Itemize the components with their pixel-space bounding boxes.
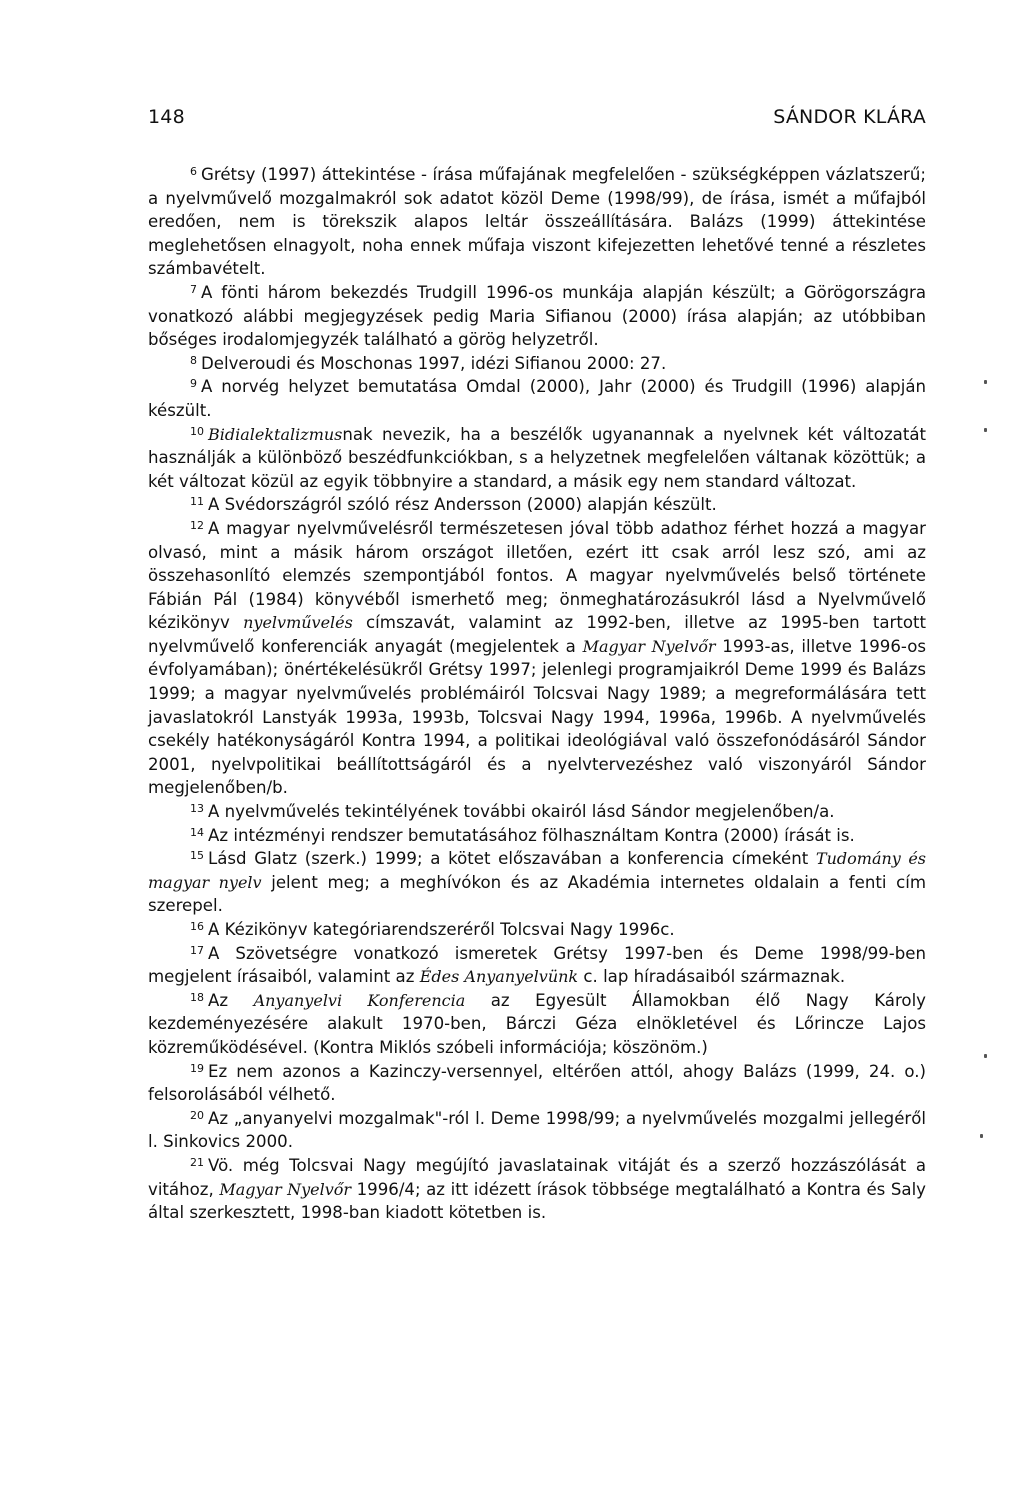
- footnote-text: Az „anyanyelvi mozgalmak"-ról l. Deme 1998/99; a nyelvművelés mozgalmi jellegéről l. Sinkovics 2000.: [148, 1108, 926, 1152]
- footnote-text: 1996/4; az itt idézett írások többsége megtalálható a Kontra és Saly által szerkesztett, 1998-ban kiadott kötetben is.: [148, 1179, 927, 1223]
- footnote: [148, 163, 926, 281]
- footnote: [148, 1107, 926, 1154]
- footnote-text: 1993-as, illetve 1996-os évfolyamában); önértékelésükről Grétsy 1997; jelenlegi programjaikról Deme 1999 és Balázs 1999; a magyar nyelvművelés problémáiról Tolcsvai Nagy 1989; a megreformálására tett javaslatokról Lanstyák 1993a, 1993b, Tolcsvai Nagy 1994, 1996a, 1996b. A nyelvművelés csekély hatékonyságáról Kontra 1994, a politikai ideológiával való összefonódásáról Sándor 2001, nyelvpolitikai beállítottságáról és a nyelvtervezéshez való viszonyáról Sándor megjelenőben/b.: [148, 636, 927, 798]
- footnote-italic-text: Magyar Nyelvőr: [582, 636, 716, 656]
- footnote: [148, 375, 926, 422]
- footnote-number: 16: [190, 920, 204, 933]
- footnote-text: nak nevezik, ha a beszélők ugyanannak a nyelvnek két változatát használják a különböző beszédfunkciókban, s a helyzetnek megfelelően váltanak közöttük; a két változat közül az egyik többnyire a standard, a másik egy nem standard változat.: [148, 424, 926, 491]
- footnote-number: 15: [190, 849, 204, 863]
- footnote-number: 12: [190, 518, 204, 532]
- footnote-text: Ez nem azonos a Kazinczy-versennyel, eltérően attól, ahogy Balázs (1999, 24. o.) felsorolásából vélhető.: [148, 1061, 926, 1105]
- footnote-text: A Svédországról szóló rész Andersson (2000) alapján készült.: [208, 495, 717, 515]
- footnote-number: 10: [190, 424, 204, 438]
- footnote-text: A nyelvművelés tekintélyének további okairól lásd Sándor megjelenőben/a.: [208, 802, 835, 822]
- footnote-text: A norvég helyzet bemutatása Omdal (2000), Jahr (2000) és Trudgill (1996) alapján készült.: [148, 377, 926, 420]
- footnote-text: A Szövetségre vonatkozó ismeretek Grétsy 1997-ben és Deme 1998/99-ben megjelent írásaiból, valamint az: [148, 943, 926, 987]
- footnote-text: Vö. még Tolcsvai Nagy megújító javaslatainak vitáját és a szerző hozzászólását a vitához,: [148, 1155, 926, 1199]
- footnote: [148, 800, 926, 824]
- scan-speck: [984, 1054, 987, 1058]
- footnote-text: A magyar nyelvművelésről természetesen jóval több adathoz férhet hozzá a magyar olvasó, mint a másik három országot illetően, ezért itt csak arról lesz szó, ami az összehasonlító elemzés szempontjából fontos. A magyar nyelvművelés belső története Fábián Pál (1984) könyvéből ismerhető meg; önmeghatározásukról lásd a Nyelvművelő kézikönyv: [148, 518, 926, 633]
- footnote-text: A fönti három bekezdés Trudgill 1996-os munkája alapján készült; a Görögországra vonatkozó alábbi megjegyzések pedig Maria Sifianou (2000) írása alapján; az utóbbiban bőséges irodalomjegyzék található a görög helyzetről.: [148, 282, 926, 350]
- footnote-text: A Kézikönyv kategóriarendszeréről Tolcsvai Nagy 1996c.: [208, 920, 675, 939]
- footnote: [148, 493, 926, 517]
- scan-speck: [984, 428, 987, 432]
- scan-speck: [984, 380, 987, 384]
- footnote-italic-text: Anyanyelvi Konferencia: [253, 990, 466, 1010]
- footnote-number: 19: [190, 1061, 204, 1075]
- footnote-number: 11: [190, 495, 204, 509]
- footnote-text: Lásd Glatz (szerk.) 1999; a kötet előszavában a konferencia címeként: [208, 849, 816, 869]
- footnote: [148, 1060, 926, 1107]
- footnote-number: 21: [190, 1155, 204, 1169]
- footnote: [148, 352, 926, 376]
- footnote-text: Delveroudi és Moschonas 1997, idézi Sifianou 2000: 27.: [201, 353, 667, 373]
- footnote-number: 13: [190, 802, 204, 816]
- footnote-italic-text: Bidialektalizmus: [208, 424, 343, 444]
- footnote-number: 18: [190, 990, 204, 1004]
- footnotes: [148, 163, 926, 1225]
- footnote-number: 20: [190, 1108, 204, 1122]
- footnote-text: Az intézményi rendszer bemutatásához fölhasználtam Kontra (2000) írását is.: [208, 825, 855, 845]
- footnote: [148, 281, 926, 352]
- footnote: [148, 918, 926, 942]
- footnote-text: az Egyesült Államokban élő Nagy Károly kezdeményezésére alakult 1970-ben, Bárczi Géza elnökletével és Lőrincze Lajos közreműködésével. (Kontra Miklós szóbeli információja; köszönöm.): [148, 990, 927, 1057]
- page: [148, 106, 926, 1225]
- footnote-italic-text: Magyar Nyelvőr: [219, 1179, 352, 1199]
- scan-speck: [980, 1134, 983, 1138]
- footnote-text: Grétsy (1997) áttekintése - írása műfajának megfelelően - szükségképpen vázlatszerű; a nyelvművelő mozgalmakról sok adatot közöl Deme (1998/99), de írása, ismét a műfajból eredően, nem is törekszik alapos leltár összeállítására. Balázs (1999) áttekintése meglehetősen elnagyolt, noha ennek műfaja viszont kifejezetten lehetővé tenné a részletes számbavételt.: [148, 165, 926, 279]
- running-head-author: SÁNDOR KLÁRA: [773, 106, 926, 128]
- footnote-text: c. lap híradásaiból származnak.: [578, 967, 846, 987]
- footnote-number: 17: [190, 943, 204, 957]
- footnote: [148, 423, 926, 494]
- footnote-number: 6: [190, 165, 197, 178]
- footnote: [148, 942, 926, 989]
- footnote-text: címszavát, valamint az 1992-ben, illetve az 1995-ben tartott nyelvművelő konferenciák anyagát (megjelentek a: [148, 613, 926, 656]
- footnote: [148, 847, 926, 918]
- footnote-italic-text: Tudomány és magyar nyelv: [148, 849, 927, 892]
- footnote: [148, 517, 926, 800]
- footnote-number: 7: [190, 282, 197, 296]
- footnote: [148, 824, 926, 848]
- page-number: 148: [148, 106, 185, 128]
- footnote: [148, 1154, 926, 1225]
- footnote-text: jelent meg; a meghívókon és az Akadémia internetes oldalain a fenti cím szerepel.: [148, 872, 927, 916]
- footnote-number: 8: [190, 353, 197, 367]
- running-head: [148, 106, 926, 128]
- footnote-text: Az: [208, 990, 254, 1010]
- footnote: [148, 989, 926, 1060]
- footnote-number: 9: [190, 377, 197, 391]
- footnote-number: 14: [190, 825, 204, 839]
- footnote-italic-text: Édes Anyanyelvünk: [419, 967, 579, 987]
- footnote-italic-text: nyelvművelés: [243, 613, 353, 633]
